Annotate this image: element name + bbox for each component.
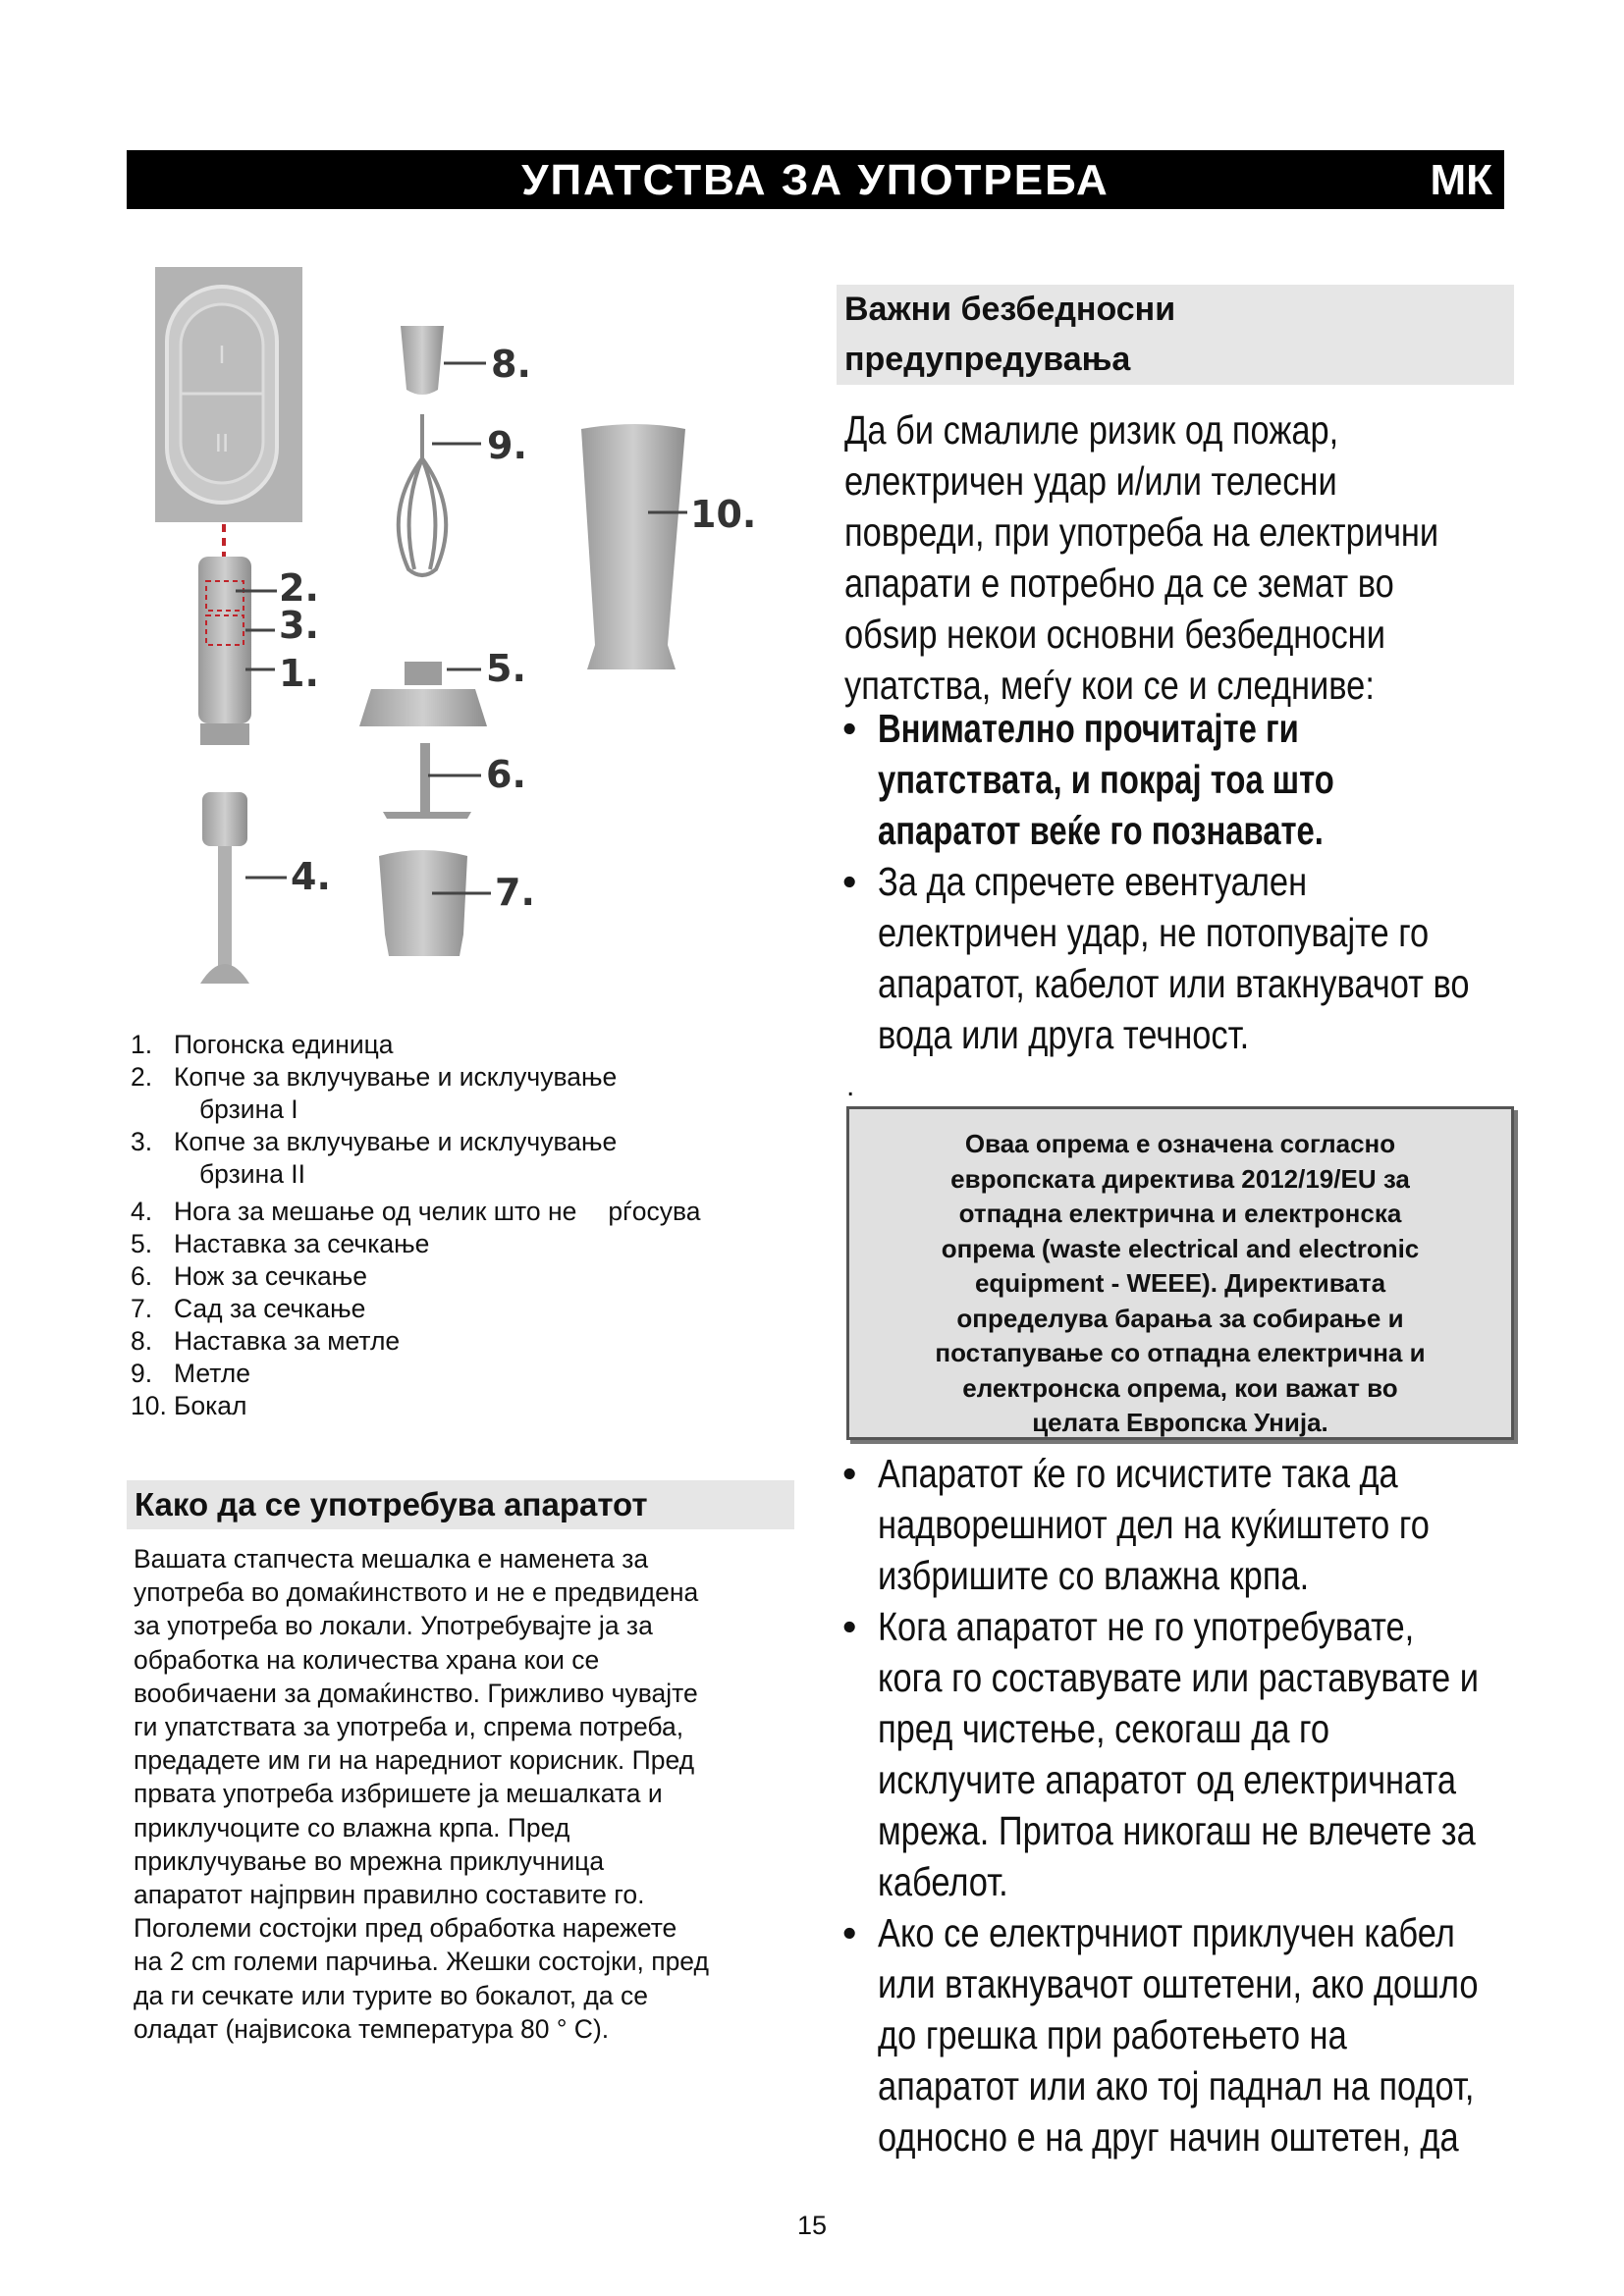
list-item: 10. Бокал [131,1391,247,1420]
weee-notice-box: Оваа опрема е означена согласно европската директива 2012/19/EU за отпадна електрична и електронска опрема (waste electrical and electronic equipment - WEEE). Директивата определува барања за собирање и постапување со отпадна електрична и електронска опрема, кои важат во целата Европска Унија. [846,1106,1514,1440]
label-8: 8. [491,343,531,386]
beaker [581,424,685,669]
label-4: 4. [291,855,331,898]
list-item: 9. Метле [131,1359,250,1388]
label-9: 9. [487,424,527,467]
label-2: 2. [279,566,319,610]
product-diagram [147,257,795,1013]
label-6: 6. [486,753,526,796]
list-item: 6. Нож за сечкање [131,1261,368,1291]
list-item: • За да спречете евентуален електричен удар, не потопувајте го апаратот, кабелот или втакнувачот во вода или друга течност. [842,859,1470,1057]
page-title: УПАТСТВА ЗА УПОТРЕБА [521,156,1110,204]
language-code: МК [1430,156,1492,204]
list-item: 8. Наставка за метле [131,1326,401,1356]
list-item: • Внимателно прочитајте ги упатствата, и покрај тоа што апаратот веќе го познавате. [842,706,1334,853]
header-bar [127,150,1504,209]
usage-heading: Како да се употребува апаратот [127,1480,794,1529]
list-item: 1. Погонска единица [131,1030,394,1059]
switch-panel [155,267,302,522]
safety-bullets-top [842,703,1530,1060]
chopper-bowl [379,850,467,956]
switch-mark-1: I [218,340,226,369]
list-item: 5. Наставка за сечкање [131,1229,430,1258]
list-item: 7. Сад за сечкање [131,1294,366,1323]
chopper-blade [383,743,471,819]
motor-unit [198,557,251,745]
label-5: 5. [486,647,526,690]
list-item: 4. Нога за мешање од челик што не рѓосува [131,1197,701,1226]
parts-list [131,1029,818,1422]
label-3: 3. [279,604,319,647]
safety-heading: Важни безбедносни предупредувања [837,285,1514,385]
list-item: 2. Копче за вклучување и исклучување брзина I [131,1062,618,1124]
list-item: • Апаратот ќе го исчистите така да надворешниот дел на куќиштето го избришите со влажна крпа. [842,1451,1430,1598]
safety-intro: Да би смалиле ризик од пожар, електричен удар и/или телесни повреди, при употреба на електрични апарати е потребно да се земат во обѕир некои основни безбедносни упатства, меѓу кои се и следниве: [844,407,1439,708]
page-number: 15 [796,2211,828,2240]
label-10: 10. [690,493,757,536]
list-item: 3. Копче за вклучување и исклучување брзина II [131,1127,618,1189]
safety-bullets-bottom [842,1448,1530,2163]
stray-dot: . [846,1070,855,1102]
list-item: • Ако се електрчниот приклучен кабел или втакнувачот оштетени, ако дошло до грешка при работењето на апаратот или ако тој паднал на подот, односно е на друг начин оштетен, да [842,1910,1479,2160]
whisk [399,414,446,575]
list-item: • Кога апаратот не го употребувате, кога го составувате или раставувате и пред чистење, секогаш да го исклучите апаратот од електричната мрежа. Притоа никогаш не влечете за кабелот. [842,1604,1479,1904]
label-7: 7. [495,871,535,914]
switch-mark-2: II [214,428,230,457]
whisk-coupler [401,326,444,395]
blender-foot [200,792,249,984]
usage-paragraph: Вашата стапчеста мешалка е наменета за употреба во домаќинството и не е предвидена за употреба во локали. Употребувајте ја за обработка на количества храна кои се вообичаени за домаќинство. Грижливо чувајте ги упатствата за употреба и, спрема потреба, предадете им ги на наредниот корисник. Пред првата употреба избришете ја мешалката и приклучоците со влажна крпа. Пред приклучување во мрежна приклучница апаратот најпрвин правилно составите го. Поголеми состојки пред обработка нарежете на 2 cm големи парчиња. Жешки состојки, пред да ги сечкате или турите во бокалот, да се оладат (највисока температура 80 ° C). [134,1544,709,2044]
label-1: 1. [279,652,319,695]
chopper-lid [359,662,487,726]
